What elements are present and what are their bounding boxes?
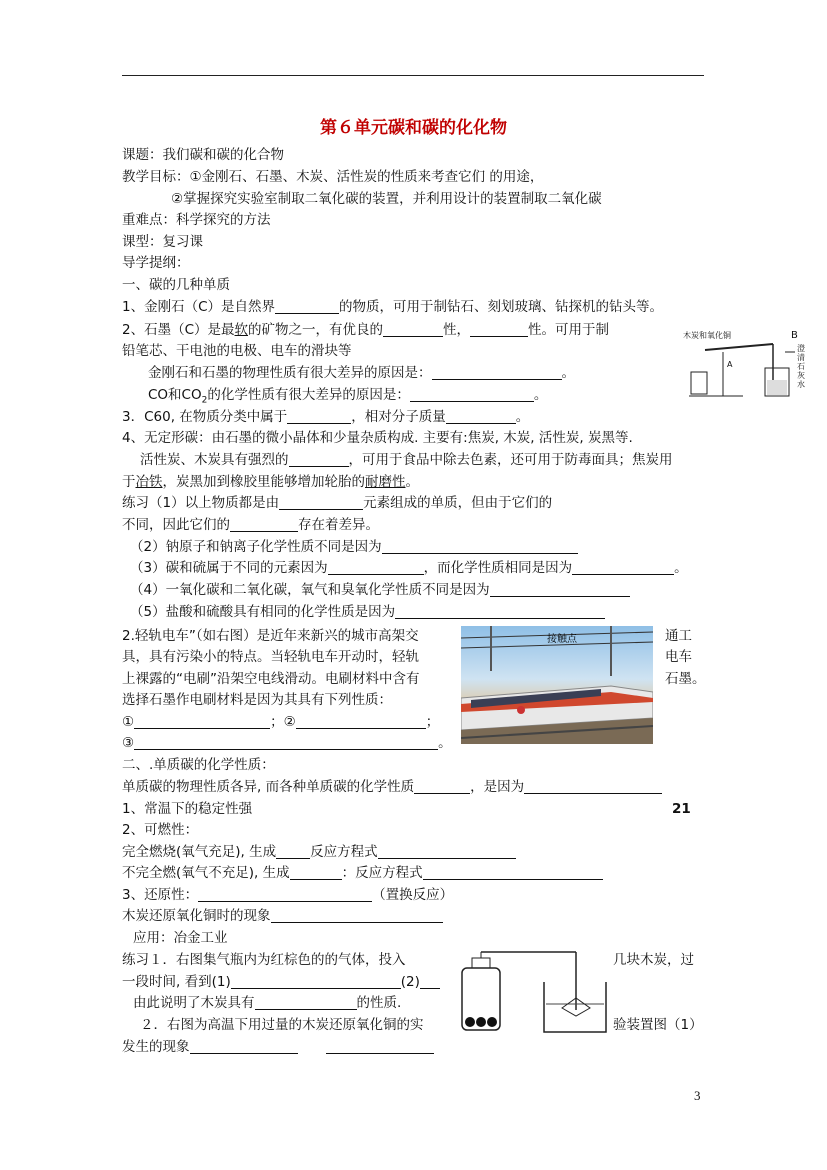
blank[interactable]: [231, 974, 401, 989]
exercise-4a: ２．右图为高温下用过量的木炭还原氧化铜的实: [140, 1017, 424, 1033]
blank[interactable]: [524, 779, 662, 794]
blank[interactable]: [134, 735, 438, 750]
rail-line-3: 上裸露的“电刷”沿架空电线滑动。电刷材料中含有: [122, 671, 420, 687]
exercise-5: 发生的现象: [122, 1038, 434, 1056]
blank[interactable]: [190, 1039, 298, 1054]
figure-label: 木炭和氧化铜: [683, 331, 731, 340]
page-marker-21: 21: [672, 801, 691, 817]
goal-line-1: 教学目标：①金刚石、石墨、木炭、活性炭的性质来考查它们 的用途，: [122, 169, 544, 185]
blank[interactable]: [490, 582, 630, 597]
complete-combustion: 完全燃烧(氧气充足), 生成 反应方程式: [122, 843, 516, 861]
page-number: 3: [694, 1088, 701, 1103]
incomplete-combustion: 不完全燃(氧气不充足), 生成 ：反应方程式: [122, 864, 603, 882]
practice-1: 练习（1）以上物质都是由 元素组成的单质，但由于它们的: [122, 495, 553, 511]
graphite-uses: 铅笔芯、干电池的电极、电车的滑块等: [122, 343, 352, 359]
combustion-heading: 2、可燃性：: [122, 822, 199, 838]
topic-line: 课题：我们碳和碳的化合物: [122, 147, 284, 163]
blank[interactable]: [276, 844, 310, 859]
blank[interactable]: [275, 299, 339, 314]
blank[interactable]: [279, 495, 363, 510]
graphite-line: 2、石墨（C）是最软的矿物之一，有优良的 性， 性。可用于制: [122, 322, 610, 338]
rail-choices-1: ① ；② ；: [122, 714, 440, 730]
practice-1b: 不同，因此它们的 存在着差异。: [122, 517, 379, 533]
exercise-3: 由此说明了木炭具有 的性质.: [133, 995, 402, 1011]
photo-label: 接触点: [547, 634, 577, 645]
blank[interactable]: [289, 452, 349, 467]
rail-line-3b: 石墨。: [665, 671, 706, 687]
blank[interactable]: [414, 779, 470, 794]
exercise-4b: 验装置图（1）: [613, 1017, 703, 1033]
goal-line-2: ②掌握探究实验室制取二氧化碳的装置，并利用设计的装置制取二氧化碳: [171, 191, 602, 207]
stability-line: 1、常温下的稳定性强: [122, 801, 253, 817]
co-co2-diff: CO和$CO_2$的化学性质有很大差异的原因是： 。: [148, 387, 548, 406]
chem-props-line: 单质碳的物理性质各异, 而各种单质碳的化学性质 ，是因为: [122, 778, 662, 796]
exercise-1b: 几块木炭，过: [613, 952, 694, 968]
blank[interactable]: [572, 560, 674, 575]
reduction-apparatus-figure: [683, 330, 811, 400]
section1-heading: 一、碳的几种单质: [122, 277, 230, 293]
figure-label-a: A: [727, 360, 733, 369]
blank[interactable]: [198, 887, 372, 902]
blank[interactable]: [383, 322, 443, 337]
blank[interactable]: [420, 974, 440, 989]
blank[interactable]: [328, 560, 424, 575]
blank[interactable]: [230, 517, 298, 532]
practice-5: （5）盐酸和硫酸具有相同的化学性质是因为: [130, 603, 605, 621]
rail-line-1: 2.轻轨电车”（如右图）是近年来新兴的城市高架交: [122, 628, 419, 644]
rail-line-2b: 电车: [665, 649, 692, 665]
coke-line: 于冶铁，炭黑加到橡胶里能够增加轮胎的耐磨性。: [122, 474, 419, 490]
exercise-2: 一段时间, 看到(1) (2): [122, 973, 440, 991]
key-line: 重难点：科学探究的方法: [122, 212, 271, 228]
figure-label-b: B: [791, 330, 798, 341]
light-rail-photo: [461, 626, 653, 744]
gas-bottle-figure: [458, 946, 608, 1036]
application-line: 应用：冶金工业: [133, 930, 228, 946]
blank[interactable]: [470, 322, 528, 337]
blank[interactable]: [255, 995, 357, 1010]
diamond-line: 1、金刚石（C）是自然界 的物质，可用于制钻石、刻划玻璃、钻探机的钻头等。: [122, 299, 664, 315]
blank[interactable]: [446, 409, 516, 424]
blank[interactable]: [326, 1039, 434, 1054]
blank[interactable]: [432, 365, 562, 380]
practice-3: （3）碳和硫属于不同的元素因为 ，而化学性质相同是因为 。: [130, 560, 688, 576]
blank[interactable]: [395, 604, 605, 619]
blank[interactable]: [287, 409, 351, 424]
blank[interactable]: [382, 539, 578, 554]
blank[interactable]: [271, 908, 443, 923]
figure-label-side: 澄清石灰水: [797, 344, 805, 389]
reduction-phenomenon: 木炭还原氧化铜时的现象: [122, 907, 443, 925]
exercise-1a: 练习１．右图集气瓶内为红棕色的的气体，投入: [122, 952, 406, 968]
practice-4: （4）一氧化碳和二氧化碳，氧气和臭氧化学性质不同是因为: [130, 581, 630, 599]
reduction-line: 3、还原性： （置换反应）: [122, 887, 454, 903]
blank[interactable]: [423, 865, 603, 880]
rail-choices-2: ③ 。: [122, 735, 452, 751]
rail-line-4: 选择石墨作电刷材料是因为其具有下列性质：: [122, 692, 392, 708]
blank[interactable]: [378, 844, 516, 859]
amorphous-line: 4、无定形碳：由石墨的微小晶体和少量杂质构成. 主要有:焦炭, 木炭, 活性炭, 炭黑等.: [122, 430, 633, 446]
type-line: 课型：复习课: [122, 234, 203, 250]
rail-line-1b: 通工: [665, 628, 692, 644]
diamond-graphite-diff: 金刚石和石墨的物理性质有很大差异的原因是： 。: [148, 365, 575, 381]
header-rule: [122, 75, 704, 76]
c60-line: 3．C60, 在物质分类中属于 ，相对分子质量 。: [122, 409, 530, 425]
practice-2: （2）钠原子和钠离子化学性质不同是因为: [130, 538, 578, 556]
blank[interactable]: [296, 714, 426, 729]
blank[interactable]: [134, 714, 270, 729]
page-title: 第６单元碳和碳的化化物: [320, 118, 507, 138]
section2-heading: 二、.单质碳的化学性质：: [122, 757, 275, 773]
blank[interactable]: [410, 387, 534, 402]
outline-line: 导学提纲：: [122, 255, 190, 271]
activated-carbon-line: 活性炭、木炭具有强烈的 ，可用于食品中除去色素，还可用于防毒面具；焦炭用: [140, 452, 673, 468]
rail-line-2: 具，具有污染小的特点。当轻轨电车开动时，轻轨: [122, 649, 419, 665]
blank[interactable]: [290, 865, 342, 880]
